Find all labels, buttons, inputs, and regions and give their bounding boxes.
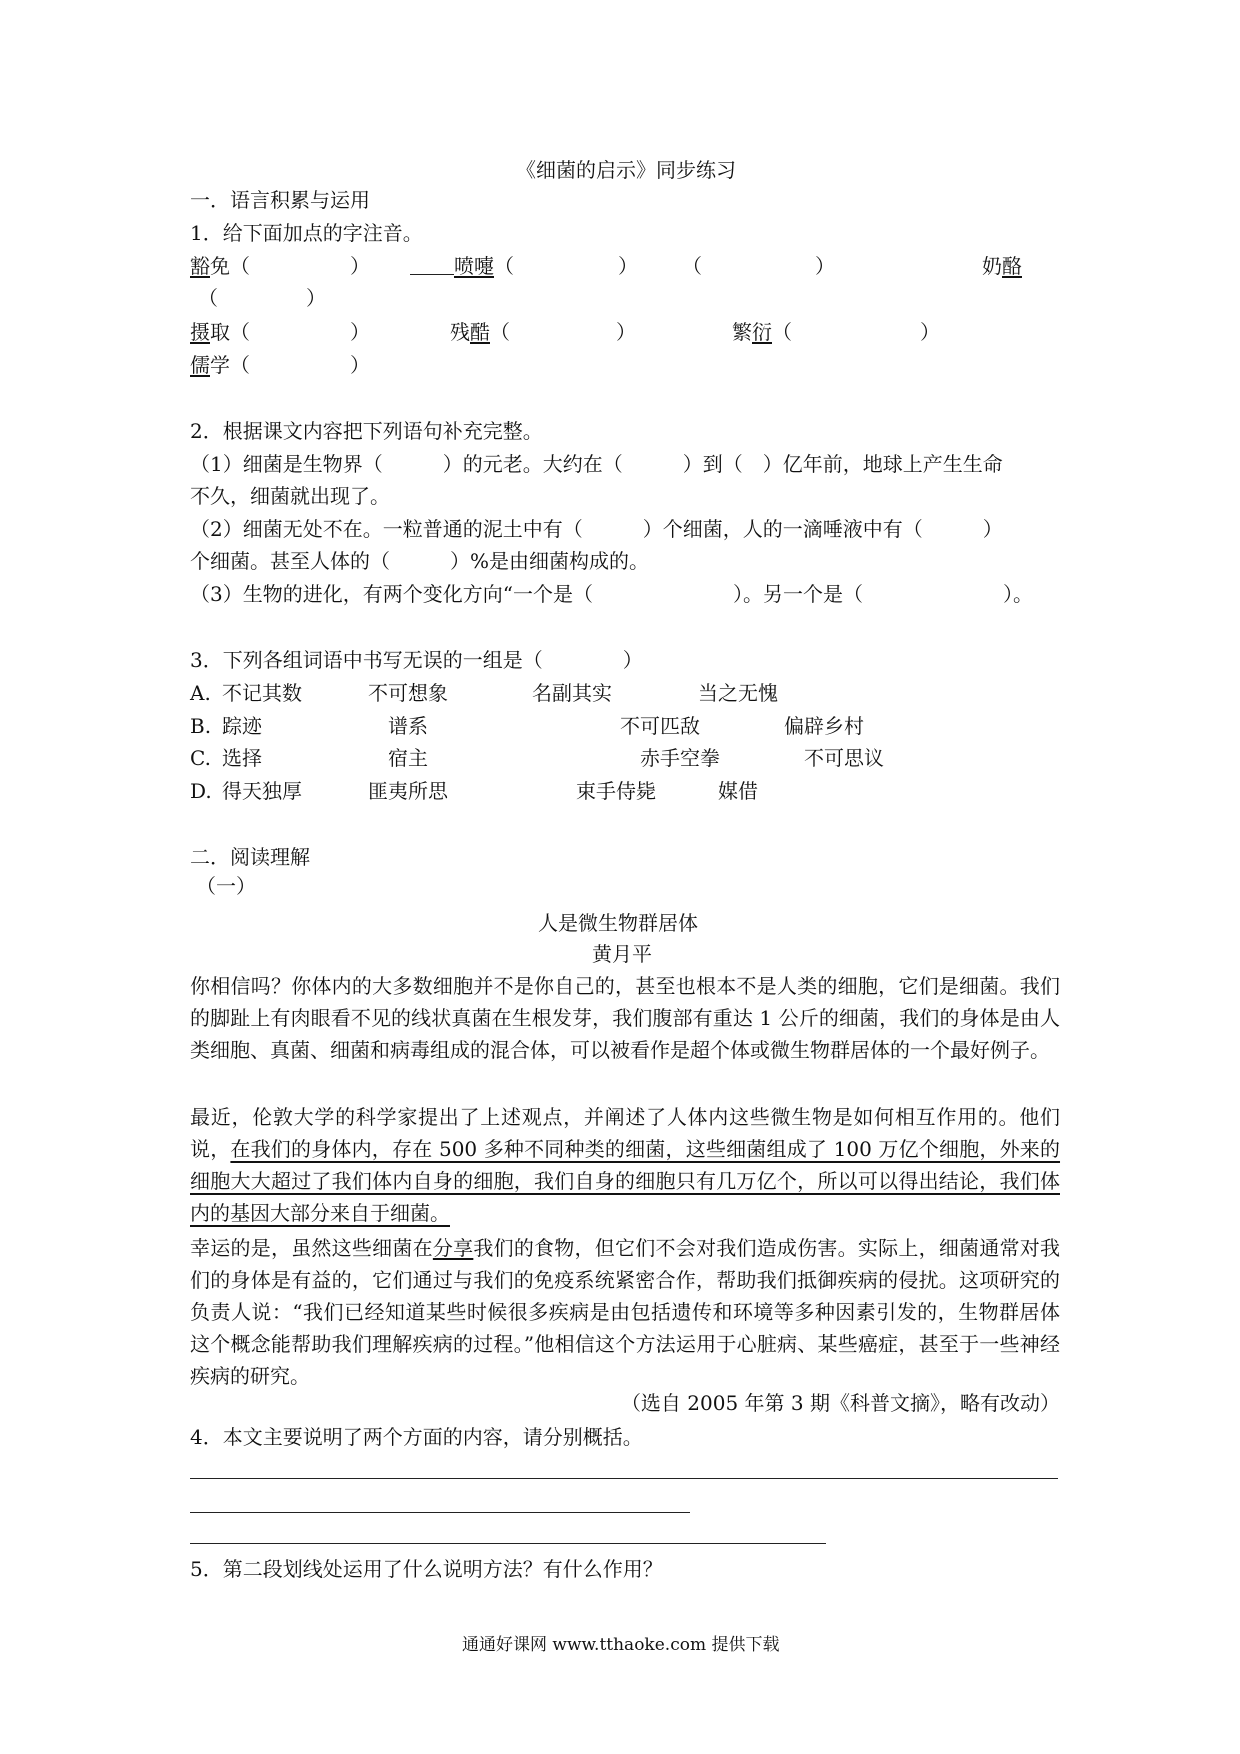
q3-word: 名副其实 (532, 681, 612, 705)
q1-item-2-lead: 喷 (454, 254, 474, 278)
q3-word: 谱系 (388, 714, 428, 738)
q3-option-label: C. (190, 746, 211, 770)
q3-word: 不可想象 (368, 681, 448, 705)
q2-line-4: 个细菌。甚至人体的（ ）%是由细菌构成的。 (190, 549, 650, 573)
article-paragraph-3: 幸运的是，虽然这些细菌在分享我们的食物，但它们不会对我们造成伤害。实际上，细菌通常对我们的身体是有益的，它们通过与我们的免疫系统紧密合作，帮助我们抵御疾病的侵扰。这项研究的负责人说：“我们已经知道某些时候很多疾病是由包括遗传和环境等多种因素引发的，生物群居体这个概念能帮助我们理解疾病的过程。”他相信这个方法运用于心脏病、某些癌症，甚至于一些神经疾病的研究。 (190, 1236, 1061, 1388)
q3-word: 不记其数 (222, 681, 302, 705)
q3-stem: 3．下列各组词语中书写无误的一组是（ ） (190, 648, 643, 672)
page-title: 《细菌的启示》同步练习 (516, 158, 736, 182)
dotted-char: 酪 (1002, 254, 1022, 278)
q1-item-1-close: ） (350, 254, 370, 278)
q1-item-2-close: ） (618, 254, 638, 278)
blank-underline (410, 256, 454, 275)
q3-word: 选择 (222, 746, 262, 770)
q1-item-7: 残酷（ (450, 320, 510, 344)
q1-item-6-close: ） (350, 320, 370, 344)
article-author: 黄月平 (592, 942, 652, 966)
dotted-char: 豁 (190, 254, 210, 278)
q1-item-8: 繁衍（ (732, 320, 792, 344)
dotted-word: 分享 (432, 1236, 474, 1260)
article-title: 人是微生物群居体 (538, 911, 698, 935)
q3-word: 不可思议 (804, 746, 884, 770)
q3-word: 偏辟乡村 (784, 714, 864, 738)
q5-stem: 5．第二段划线处运用了什么说明方法？有什么作用？ (190, 1557, 663, 1581)
dotted-char: 嚏 (474, 254, 494, 278)
q1-item-7-close: ） (616, 320, 636, 344)
dotted-char: 衍 (752, 320, 772, 344)
q1-item-9: 儒学（ (190, 353, 250, 377)
q2-line-3: （2）细菌无处不在。一粒普通的泥土中有（ ）个细菌，人的一滴唾液中有（ ） (190, 517, 1003, 541)
dotted-char: 酷 (470, 320, 490, 344)
underlined-passage: 在我们的身体内，存在 500 多种不同种类的细菌，这些细菌组成了 100 万亿个细胞，外来的细胞大大超过了我们体内自身的细胞，我们自身的细胞只有几万亿个，所以可以得出结论，我们体内的基因大部分来自于细菌。 (190, 1137, 1061, 1225)
q3-word: 束手侍毙 (576, 779, 656, 803)
q1-item-4: 奶酪 (982, 254, 1022, 278)
q3-word: 得天独厚 (222, 779, 302, 803)
q3-word: 媒借 (718, 779, 758, 803)
q3-word: 当之无愧 (698, 681, 778, 705)
q1-item-5-close: ） (306, 286, 326, 310)
q1-item-5-open: （ (198, 286, 218, 310)
q3-word: 不可匹敌 (620, 714, 700, 738)
reading-sub-label: （一） (196, 874, 256, 898)
q1-item-3-close: ） (815, 254, 835, 278)
q1-item-2: 喷嚏（ (410, 256, 514, 276)
q4-stem: 4．本文主要说明了两个方面的内容，请分别概括。 (190, 1425, 643, 1449)
q3-option-label: D. (190, 779, 212, 803)
section-1-heading: 一．语言积累与运用 (190, 188, 370, 212)
answer-line[interactable] (190, 1478, 1058, 1479)
q2-stem: 2．根据课文内容把下列语句补充完整。 (190, 419, 543, 443)
q1-item-8-close: ） (920, 320, 940, 344)
q3-option-label: B. (190, 714, 212, 738)
q1-item-1: 豁免（ (190, 254, 250, 278)
q1-item-6: 摄取（ (190, 320, 250, 344)
dotted-char: 摄 (190, 320, 210, 344)
q1-stem: 1．给下面加点的字注音。 (190, 221, 423, 245)
section-2-heading: 二．阅读理解 (190, 845, 310, 869)
q3-word: 踪迹 (222, 714, 262, 738)
q3-word: 宿主 (388, 746, 428, 770)
q2-line-5: （3）生物的进化，有两个变化方向“一个是（ ）。另一个是（ ）。 (190, 582, 1033, 606)
q3-word: 赤手空拳 (640, 746, 720, 770)
q2-line-2: 不久，细菌就出现了。 (190, 484, 390, 508)
q2-line-1: （1）细菌是生物界（ ）的元老。大约在（ ）到（ ）亿年前，地球上产生生命 (190, 452, 1003, 476)
article-paragraph-1: 你相信吗？你体内的大多数细胞并不是你自己的，甚至也根本不是人类的细胞，它们是细菌。我们的脚趾上有肉眼看不见的线状真菌在生根发芽，我们腹部有重达 1 公斤的细菌，我们的身体是由人类细胞、真菌、细菌和病毒组成的混合体，可以被看作是超个体或微生物群居体的一个最好例子。 (190, 974, 1060, 1062)
answer-line[interactable] (190, 1543, 826, 1544)
footer-credit: 通通好课网 www.tthaoke.com 提供下载 (462, 1635, 780, 1655)
q1-item-9-close: ） (350, 353, 370, 377)
q3-option-label: A. (190, 681, 211, 705)
q1-item-3-open: （ (682, 254, 702, 278)
article-paragraph-2: 最近，伦敦大学的科学家提出了上述观点，并阐述了人体内这些微生物是如何相互作用的。他们说，在我们的身体内，存在 500 多种不同种类的细菌，这些细菌组成了 100 万亿个细胞，外来的细胞大大超过了我们体内自身的细胞，我们自身的细胞只有几万亿个，所以可以得出结论，我们体内的基因大部分来自于细菌。 (190, 1105, 1061, 1225)
dotted-char: 儒 (190, 353, 210, 377)
q3-word: 匪夷所思 (368, 779, 448, 803)
answer-line[interactable] (190, 1512, 690, 1513)
source-citation: （选自 2005 年第 3 期《科普文摘》，略有改动） (620, 1391, 1060, 1415)
